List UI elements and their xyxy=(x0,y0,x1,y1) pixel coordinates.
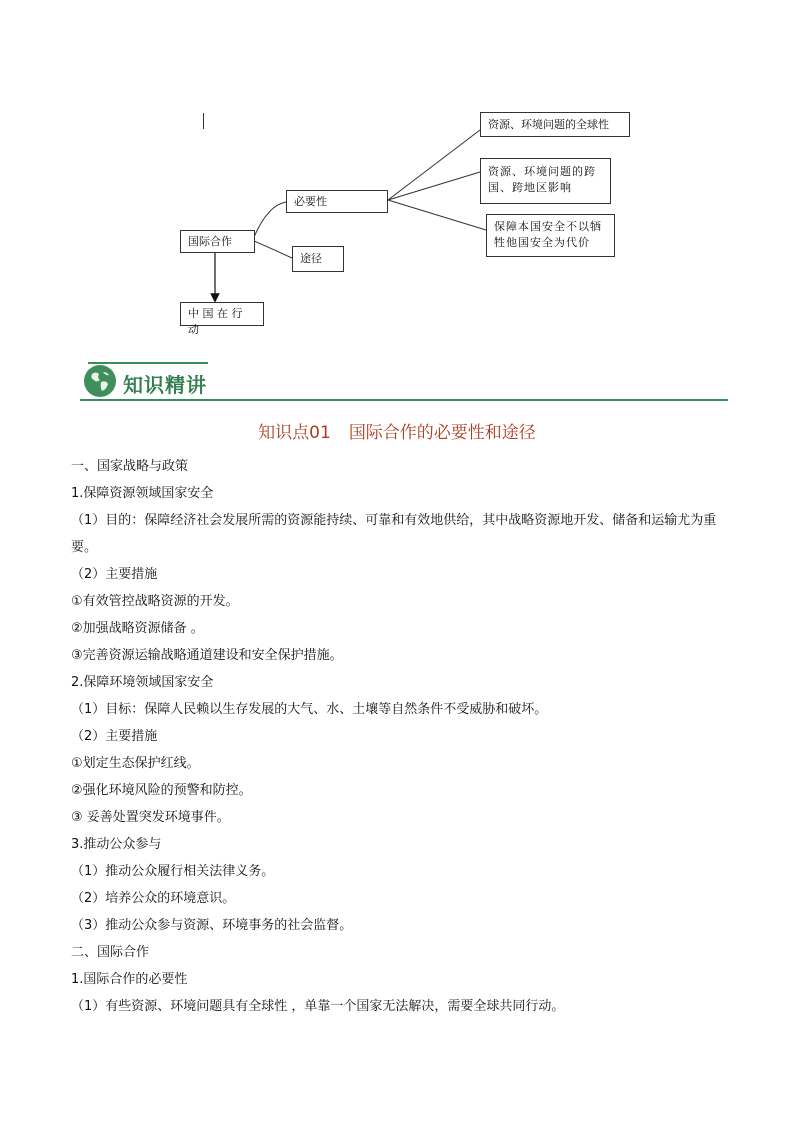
connector-root-necessity xyxy=(254,202,286,237)
knowledge-point-number: 知识点01 xyxy=(258,423,331,443)
paragraph-goal: （1）目标：保障人民赖以生存发展的大气、水、土壤等自然条件不受威胁和破坏。 xyxy=(71,702,548,717)
diagram-reason-security: 保障本国安全不以牺牲他国安全为代价 xyxy=(486,214,615,257)
list-item: ①有效管控战略资源的开发。 xyxy=(71,594,239,609)
banner-title: 知识精讲 xyxy=(123,373,207,397)
subheading-public-participation: 3.推动公众参与 xyxy=(71,837,162,852)
diagram-root-box: 国际合作 xyxy=(180,230,255,253)
heading-national-strategy: 一、国家战略与政策 xyxy=(71,459,189,474)
subheading-main-measures: （2）主要措施 xyxy=(71,567,158,582)
list-item: ①划定生态保护红线。 xyxy=(71,756,200,771)
banner-top-rule xyxy=(88,362,208,364)
list-item: ③ 妥善处置突发环境事件。 xyxy=(71,810,230,825)
diagram-path-box: 途径 xyxy=(292,246,344,272)
document-body xyxy=(71,453,731,1020)
list-item: ②强化环境风险的预警和防控。 xyxy=(71,783,252,798)
list-item: （3）推动公众参与资源、环境事务的社会监督。 xyxy=(71,918,353,933)
subheading-environment-security: 2.保障环境领域国家安全 xyxy=(71,675,214,690)
subheading-resource-security: 1.保障资源领域国家安全 xyxy=(71,486,214,501)
diagram-necessity-box: 必要性 xyxy=(286,190,388,213)
subheading-main-measures: （2）主要措施 xyxy=(71,729,158,744)
paragraph-global-nature: （1）有些资源、环境问题具有全球性 ，单靠一个国家无法解决，需要全球共同行动。 xyxy=(71,999,565,1014)
list-item: ②加强战略资源储备 。 xyxy=(71,621,204,636)
list-item: ③完善资源运输战略通道建设和安全保护措施。 xyxy=(71,648,343,663)
list-item: （2）培养公众的环境意识。 xyxy=(71,891,236,906)
knowledge-point-title xyxy=(0,418,794,443)
connector-reason-1 xyxy=(388,130,480,200)
banner-rule xyxy=(80,399,728,401)
diagram-china-box: 中 国 在 行 动 xyxy=(180,302,264,326)
globe-icon xyxy=(84,365,116,397)
connector-reason-3 xyxy=(388,200,486,230)
list-item: （1）推动公众履行相关法律义务。 xyxy=(71,864,275,879)
diagram-connectors xyxy=(0,0,794,340)
connector-reason-2 xyxy=(388,172,480,200)
knowledge-point-heading: 国际合作的必要性和途径 xyxy=(348,423,536,443)
heading-international-cooperation: 二、国际合作 xyxy=(71,945,150,960)
diagram-reason-crossborder: 资源、环境问题的跨国、跨地区影响 xyxy=(480,158,611,204)
connector-root-path xyxy=(254,241,292,258)
diagram-reason-global: 资源、环境问题的全球性 xyxy=(480,112,630,137)
subheading-necessity: 1.国际合作的必要性 xyxy=(71,972,188,987)
paragraph-purpose: （1）目的：保障经济社会发展所需的资源能持续、可靠和有效地供给，其中战略资源地开发、储备和运输尤为重要。 xyxy=(71,513,717,555)
